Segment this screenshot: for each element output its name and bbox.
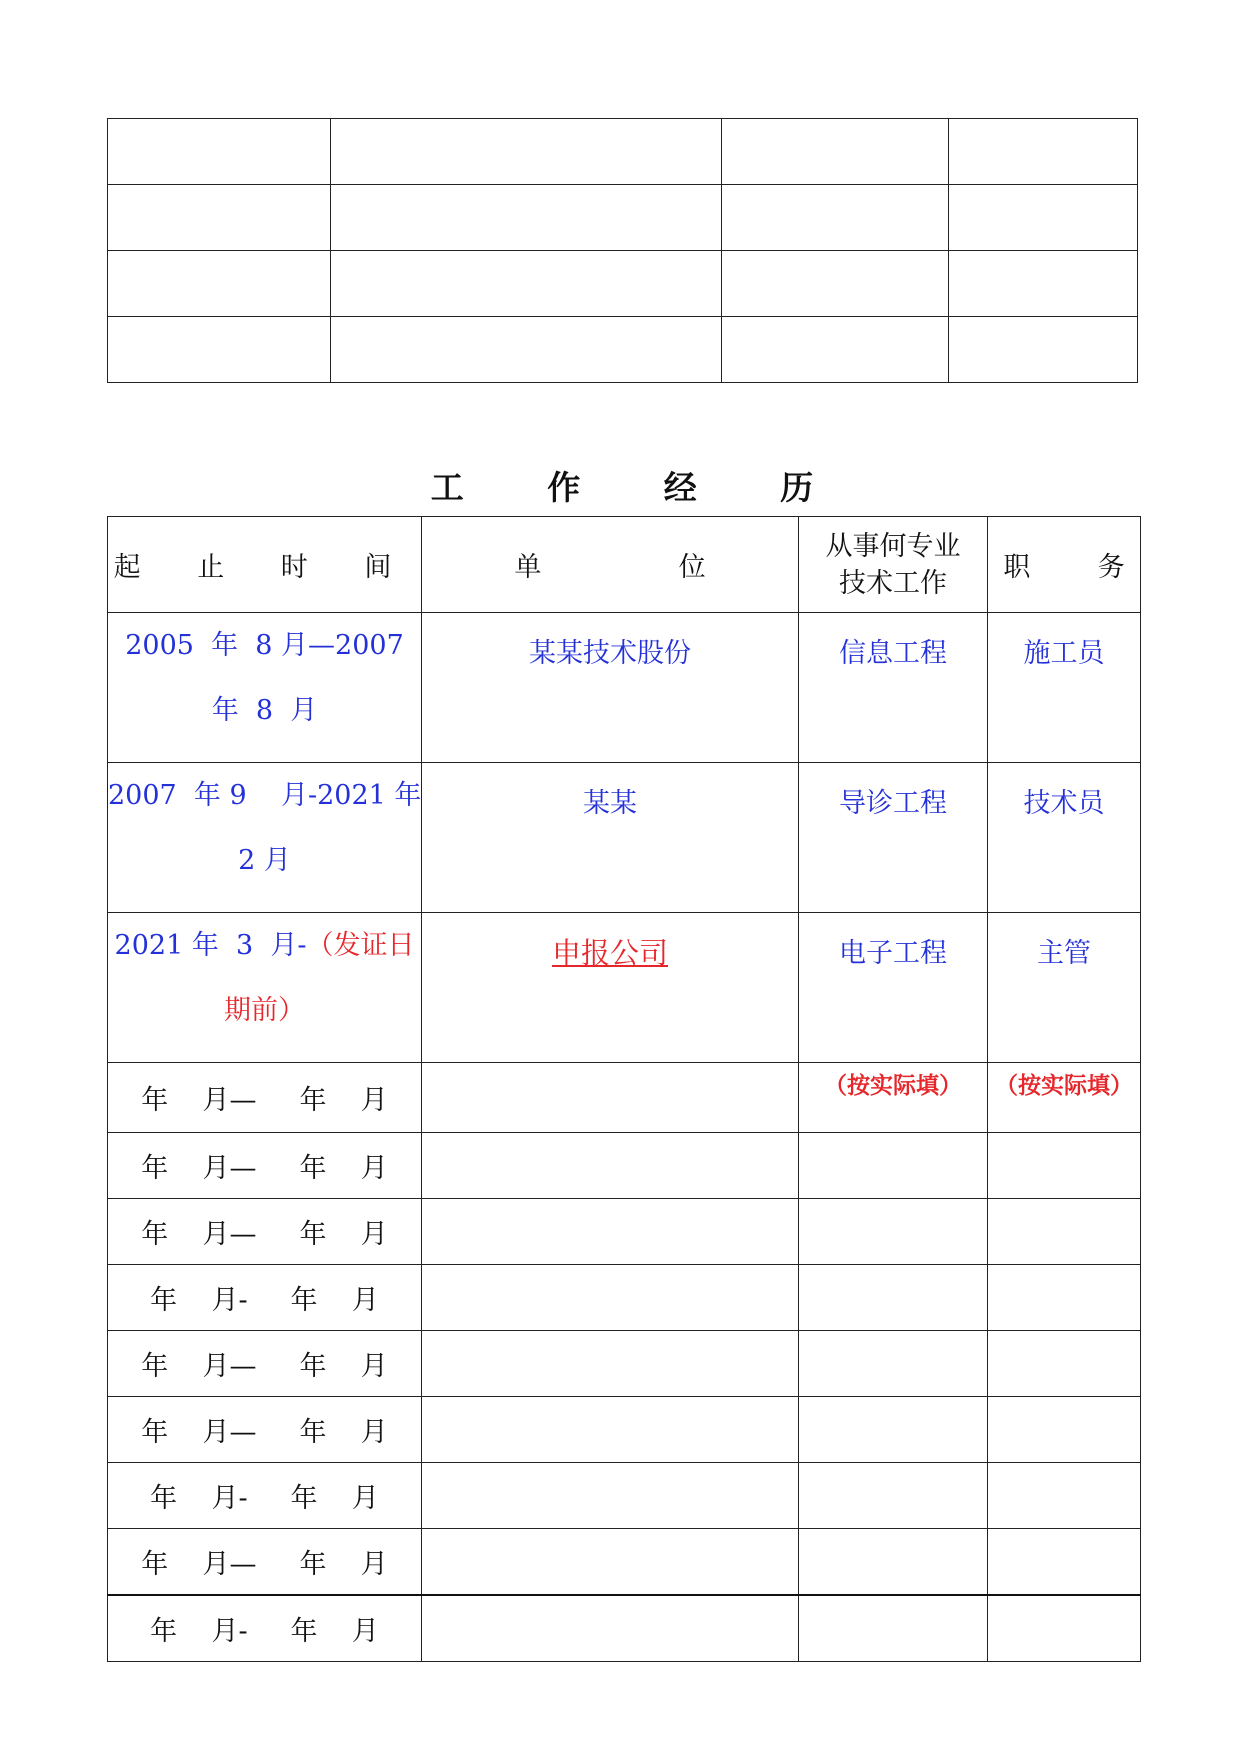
table-cell[interactable] (108, 119, 331, 185)
date-line1: 2007 年 9 月-2021 年 (108, 780, 422, 811)
table-cell[interactable] (108, 251, 331, 317)
unit-cell[interactable] (422, 1529, 799, 1596)
header-position-left: 职 (1003, 552, 1031, 583)
date-line1 (108, 913, 421, 978)
date-cell[interactable]: 年 月— 年 月 (108, 1331, 422, 1397)
position-cell[interactable] (988, 1063, 1141, 1133)
table-cell[interactable] (722, 185, 949, 251)
table-cell[interactable] (949, 317, 1138, 383)
header-unit-right: 位 (678, 552, 706, 583)
table-cell[interactable] (949, 251, 1138, 317)
position-cell[interactable] (988, 1265, 1141, 1331)
position-cell[interactable] (988, 1463, 1141, 1529)
header-row (108, 517, 1141, 613)
table-row (108, 119, 1138, 185)
specialty-cell[interactable] (799, 1199, 988, 1265)
header-specialty-line2: 技术工作 (839, 567, 947, 599)
header-unit-left: 单 (514, 552, 542, 583)
table-cell[interactable] (108, 317, 331, 383)
table-row (108, 613, 1141, 763)
table-row (108, 913, 1141, 1063)
unit-cell[interactable] (422, 1133, 799, 1199)
table-row (108, 1463, 1141, 1529)
date-line1-suffix: （发证日 (306, 930, 415, 961)
table-row (108, 1331, 1141, 1397)
unit-cell[interactable]: 某某 (422, 763, 799, 913)
date-cell[interactable] (108, 913, 422, 1063)
header-time: 起 止 时 间 (108, 517, 422, 613)
unit-cell[interactable]: 某某技术股份 (422, 613, 799, 763)
specialty-cell[interactable] (799, 1265, 988, 1331)
unit-cell[interactable] (422, 1265, 799, 1331)
position-cell[interactable]: 主管 (988, 913, 1141, 1063)
table-row (108, 1133, 1141, 1199)
specialty-cell[interactable]: 导诊工程 (799, 763, 988, 913)
position-cell[interactable] (988, 1199, 1141, 1265)
specialty-cell[interactable] (799, 1331, 988, 1397)
header-specialty (799, 517, 988, 613)
table-cell[interactable] (722, 119, 949, 185)
position-cell[interactable] (988, 1331, 1141, 1397)
date-line2: 2 月 (238, 845, 291, 876)
top-table (107, 118, 1138, 383)
table-row (108, 1529, 1141, 1596)
date-cell[interactable]: 年 月- 年 月 (108, 1265, 422, 1331)
unit-cell[interactable] (422, 913, 799, 1063)
position-cell[interactable] (988, 1133, 1141, 1199)
table-cell[interactable] (108, 185, 331, 251)
specialty-cell[interactable] (799, 1529, 988, 1596)
date-line1-prefix: 2021 年 3 月- (114, 930, 307, 961)
position-cell[interactable] (988, 1595, 1141, 1662)
specialty-cell[interactable] (799, 1397, 988, 1463)
date-line2: 期前） (224, 995, 305, 1026)
date-cell[interactable]: 年 月— 年 月 (108, 1133, 422, 1199)
specialty-cell[interactable] (799, 1463, 988, 1529)
title-char: 经 (663, 468, 697, 507)
date-cell[interactable]: 年 月— 年 月 (108, 1199, 422, 1265)
header-unit (422, 517, 799, 613)
header-position-right: 务 (1097, 552, 1125, 583)
specialty-cell[interactable] (799, 1063, 988, 1133)
table-cell[interactable] (331, 251, 722, 317)
date-cell[interactable]: 年 月- 年 月 (108, 1463, 422, 1529)
table-cell[interactable] (331, 317, 722, 383)
header-specialty-line1: 从事何专业 (825, 530, 961, 562)
unit-cell[interactable] (422, 1397, 799, 1463)
table-row (108, 763, 1141, 913)
table-row (108, 317, 1138, 383)
position-cell[interactable] (988, 1397, 1141, 1463)
specialty-cell[interactable] (799, 1133, 988, 1199)
specialty-cell[interactable]: 电子工程 (799, 913, 988, 1063)
date-line2: 年 8 月 (211, 695, 318, 726)
position-cell[interactable]: 施工员 (988, 613, 1141, 763)
table-cell[interactable] (722, 317, 949, 383)
work-history-table (107, 516, 1141, 1662)
table-row (108, 185, 1138, 251)
date-cell[interactable]: 年 月— 年 月 (108, 1529, 422, 1596)
date-cell[interactable]: 年 月- 年 月 (108, 1595, 422, 1662)
date-cell[interactable] (108, 613, 422, 763)
unit-cell[interactable] (422, 1331, 799, 1397)
unit-cell[interactable] (422, 1199, 799, 1265)
table-cell[interactable] (949, 185, 1138, 251)
table-cell[interactable] (949, 119, 1138, 185)
table-row (108, 1063, 1141, 1133)
title-char: 工 (430, 468, 464, 507)
fill-note: （按实际填） (824, 1073, 962, 1099)
table-cell[interactable] (331, 119, 722, 185)
title-char: 历 (780, 468, 814, 507)
fill-note: （按实际填） (995, 1073, 1133, 1099)
table-row (108, 251, 1138, 317)
table-row (108, 1199, 1141, 1265)
unit-cell[interactable] (422, 1595, 799, 1662)
table-cell[interactable] (722, 251, 949, 317)
date-cell[interactable]: 年 月— 年 月 (108, 1397, 422, 1463)
header-position (988, 517, 1141, 613)
table-cell[interactable] (331, 185, 722, 251)
title-char: 作 (547, 468, 581, 507)
position-cell[interactable]: 技术员 (988, 763, 1141, 913)
date-cell[interactable] (108, 763, 422, 913)
position-cell[interactable] (988, 1529, 1141, 1596)
date-cell[interactable]: 年 月— 年 月 (108, 1063, 422, 1133)
unit-cell[interactable] (422, 1463, 799, 1529)
table-row (108, 1265, 1141, 1331)
table-row (108, 1595, 1141, 1662)
unit-cell[interactable] (422, 1063, 799, 1133)
specialty-cell[interactable]: 信息工程 (799, 613, 988, 763)
date-line1: 2005 年 8 月—2007 (125, 630, 404, 661)
section-title (107, 462, 1137, 509)
unit-link[interactable]: 申报公司 (551, 936, 668, 970)
table-row (108, 1397, 1141, 1463)
specialty-cell[interactable] (799, 1595, 988, 1662)
